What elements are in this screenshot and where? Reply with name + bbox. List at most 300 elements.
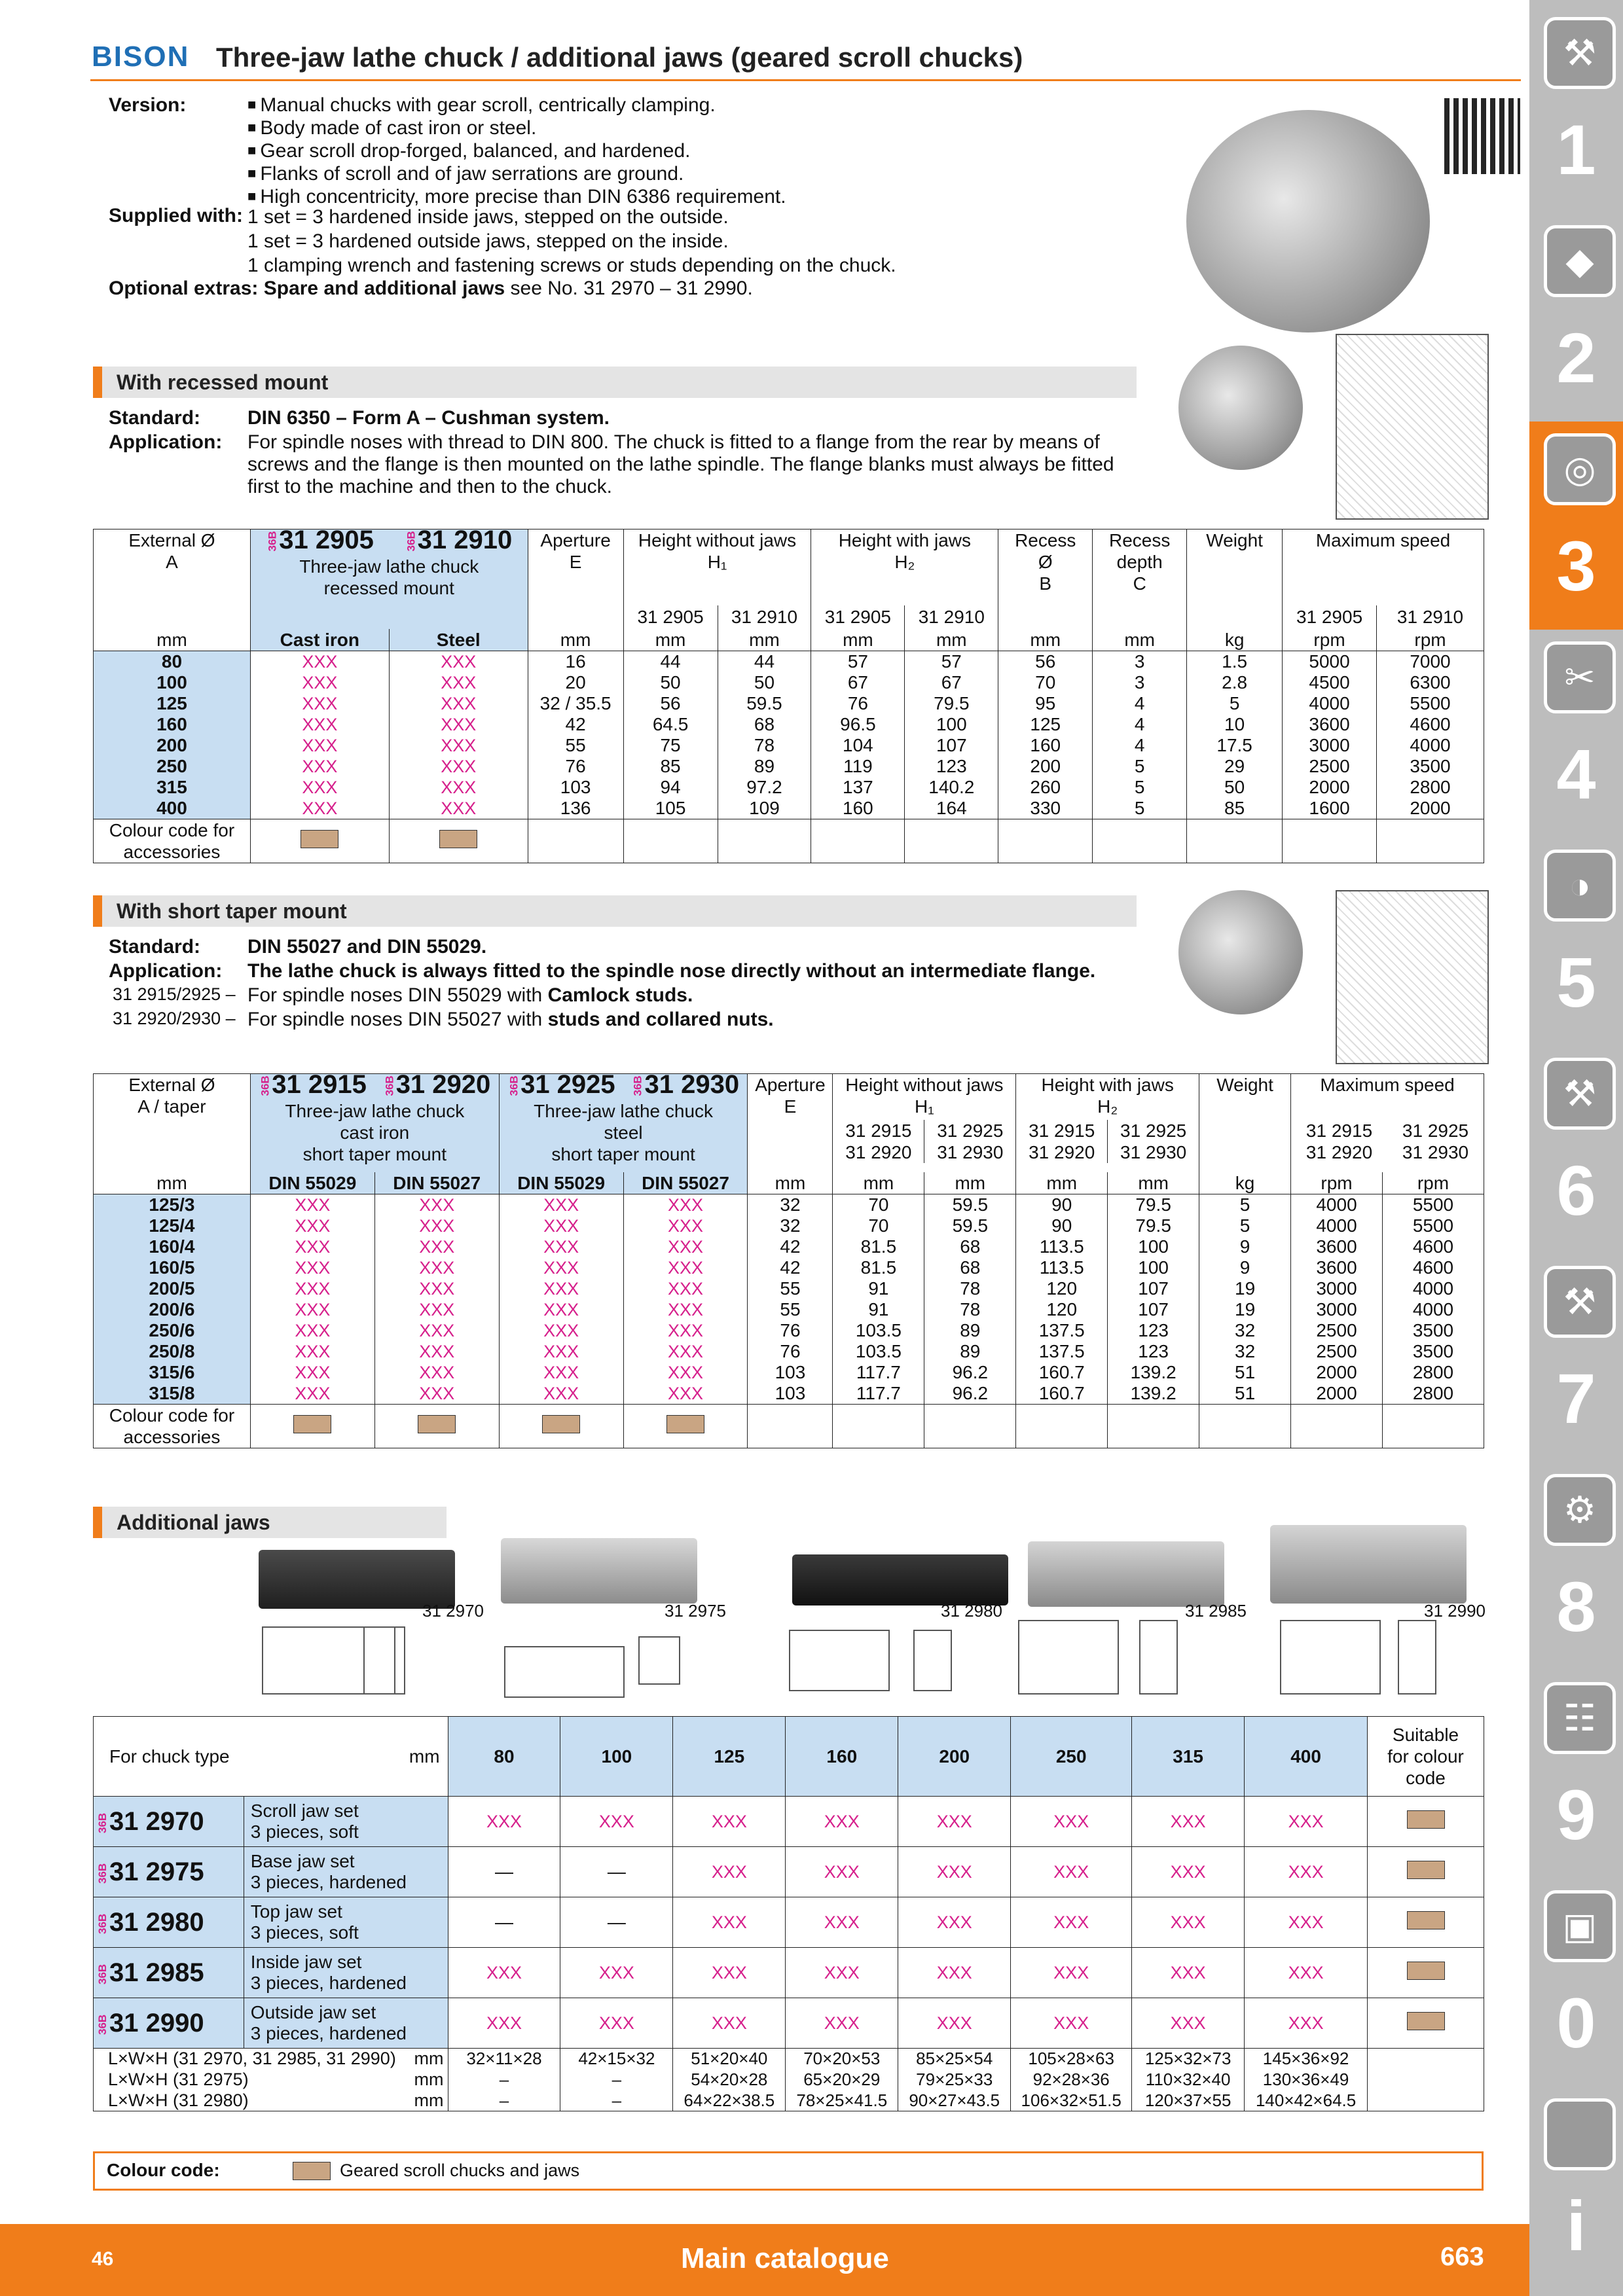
version-list xyxy=(247,94,786,209)
table-cell: 4600 xyxy=(1377,714,1484,735)
recessed-drawing xyxy=(1336,334,1489,520)
taper-table xyxy=(93,1070,1484,1448)
table-cell: 10 xyxy=(1187,714,1283,735)
chapter-icon: ◑ xyxy=(1544,850,1616,922)
table-cell: 4 xyxy=(1093,693,1187,714)
chapter-tab-8[interactable] xyxy=(1529,1462,1623,1670)
chapter-icon: ⚒ xyxy=(1544,1266,1616,1338)
table-cell: XXX xyxy=(560,1797,673,1847)
table-cell: 2500 xyxy=(1283,756,1377,777)
table-cell: 85 xyxy=(1187,798,1283,819)
table-cell: XXX xyxy=(374,1215,499,1236)
table-cell: 92×28×36 xyxy=(1011,2070,1132,2090)
table-cell: XXX xyxy=(250,1236,374,1257)
section-bar-recessed xyxy=(93,367,1137,398)
table-header: For chuck type mm 80 100 125 160 200 250 315 400 Suitable for colour code xyxy=(94,1717,1484,1797)
table-cell: 59.5 xyxy=(924,1215,1016,1236)
table-cell: XXX xyxy=(623,1362,748,1383)
table-row xyxy=(94,672,1484,693)
size-cell: 160/5 xyxy=(94,1257,251,1278)
table-cell: 57 xyxy=(811,651,905,673)
jaw-code: 31 2985 xyxy=(109,1958,204,1987)
jaw-label: 31 2990 xyxy=(1424,1601,1486,1621)
table-cell: 17.5 xyxy=(1187,735,1283,756)
table-cell: 2500 xyxy=(1291,1320,1383,1341)
colour-swatch xyxy=(418,1415,456,1433)
table-cell: XXX xyxy=(623,1341,748,1362)
table-row xyxy=(94,1341,1484,1362)
table-cell: 100 xyxy=(1108,1257,1199,1278)
size-cell: 315/6 xyxy=(94,1362,251,1383)
table-cell: 42 xyxy=(748,1236,833,1257)
units-row: mm Cast iron Steel mm mm mm mm mm mm mm kg rpm rpm xyxy=(94,629,1484,651)
table-row xyxy=(94,1797,1484,1847)
table-cell: 68 xyxy=(924,1236,1016,1257)
table-cell: 94 xyxy=(623,777,718,798)
table-cell: XXX xyxy=(389,651,528,673)
table-cell: 120 xyxy=(1016,1278,1108,1299)
table-cell: 68 xyxy=(718,714,811,735)
table-cell: 51×20×40 xyxy=(673,2049,786,2070)
section-bar-taper xyxy=(93,895,1137,927)
code-prefix: 36B xyxy=(96,1913,109,1934)
table-cell: XXX xyxy=(250,756,389,777)
table-cell: 67 xyxy=(905,672,998,693)
table-cell: 42 xyxy=(528,714,623,735)
jaw-label: 31 2970 xyxy=(422,1601,484,1621)
size-cell: 160/4 xyxy=(94,1236,251,1257)
table-row xyxy=(94,1847,1484,1897)
table-cell: 96.5 xyxy=(811,714,905,735)
table-cell: XXX xyxy=(1132,1948,1245,1998)
colour-cell xyxy=(1368,1948,1484,1998)
table-cell: 32 xyxy=(748,1215,833,1236)
jaw-image-2975 xyxy=(501,1538,697,1604)
jaw-label: 31 2980 xyxy=(941,1601,1002,1621)
table-cell: 1.5 xyxy=(1187,651,1283,673)
colour-code-row: Colour code for accessories xyxy=(94,819,1484,863)
header-speed: Maximum speed xyxy=(1283,529,1484,605)
table-cell: 3 xyxy=(1093,651,1187,673)
table-cell: XXX xyxy=(250,651,389,673)
table-cell: 107 xyxy=(1108,1278,1199,1299)
table-cell: XXX xyxy=(623,1257,748,1278)
table-cell: 44 xyxy=(623,651,718,673)
table-cell: 32 xyxy=(1199,1320,1291,1341)
table-cell: 79.5 xyxy=(905,693,998,714)
table-row xyxy=(94,735,1484,756)
jaw-drawing xyxy=(1139,1620,1178,1695)
table-cell: XXX xyxy=(1132,1998,1245,2049)
table-cell: 78 xyxy=(924,1299,1016,1320)
table-cell: 103 xyxy=(748,1383,833,1405)
colour-swatch xyxy=(1407,1911,1445,1929)
application-line: first to the machine and then to the chuck. xyxy=(247,476,612,497)
table-cell: XXX xyxy=(499,1236,623,1257)
optional-extras xyxy=(109,278,753,300)
table-row xyxy=(94,651,1484,673)
jaw-desc: Base jaw set xyxy=(250,1851,355,1871)
taper-drawing xyxy=(1336,890,1489,1064)
table-cell: XXX xyxy=(389,798,528,819)
table-cell: 2000 xyxy=(1377,798,1484,819)
header-aperture: Aperture E xyxy=(528,529,623,629)
table-cell: 4000 xyxy=(1291,1215,1383,1236)
table-cell: 107 xyxy=(905,735,998,756)
table-cell: XXX xyxy=(499,1257,623,1278)
table-cell: 4600 xyxy=(1382,1257,1484,1278)
version-item: ■ Manual chucks with gear scroll, centrically clamping. xyxy=(247,94,786,117)
chapter-tab-1[interactable] xyxy=(1529,5,1623,213)
taper-line-code: 31 2920/2930 – xyxy=(113,1009,236,1028)
table-row xyxy=(94,714,1484,735)
chapter-tab-2[interactable] xyxy=(1529,213,1623,422)
table-cell: 330 xyxy=(998,798,1093,819)
table-cell: 29 xyxy=(1187,756,1283,777)
table-cell: XXX xyxy=(389,756,528,777)
table-cell: 78 xyxy=(924,1278,1016,1299)
chapter-number: i xyxy=(1566,2186,1586,2265)
table-cell: XXX xyxy=(1245,1998,1368,2049)
table-cell: — xyxy=(560,1847,673,1897)
table-cell: XXX xyxy=(786,1897,898,1948)
table-cell: 5000 xyxy=(1283,651,1377,673)
table-cell: 50 xyxy=(623,672,718,693)
table-cell: XXX xyxy=(623,1278,748,1299)
table-cell: 59.5 xyxy=(718,693,811,714)
recessed-application xyxy=(247,431,1114,498)
header-steel: 36B31 2925 36B31 2930 Three-jaw lathe chuck steel short taper mount xyxy=(499,1074,748,1172)
recessed-standard-label: Standard: xyxy=(109,407,201,429)
table-cell: 123 xyxy=(1108,1341,1199,1362)
footer-page-left: 46 xyxy=(92,2248,114,2270)
table-cell: 4000 xyxy=(1283,693,1377,714)
table-cell: 100 xyxy=(905,714,998,735)
table-cell: XXX xyxy=(250,714,389,735)
chapter-tab-4[interactable] xyxy=(1529,630,1623,838)
chapter-number: 5 xyxy=(1556,942,1596,1022)
chapter-icon: ✂ xyxy=(1544,641,1616,713)
jaw-desc-cell xyxy=(244,1797,448,1847)
table-cell: 117.7 xyxy=(833,1362,924,1383)
dim-text: L×W×H (31 2975) xyxy=(108,2070,249,2089)
table-cell: XXX xyxy=(374,1236,499,1257)
size-cell: 200 xyxy=(94,735,251,756)
table-cell: 160 xyxy=(811,798,905,819)
table-cell: 96.2 xyxy=(924,1383,1016,1405)
table-cell: 113.5 xyxy=(1016,1257,1108,1278)
chapter-tab-0[interactable] xyxy=(1529,1878,1623,2087)
chapter-tab-3[interactable] xyxy=(1529,422,1623,630)
table-cell: XXX xyxy=(1132,1897,1245,1948)
table-cell: XXX xyxy=(673,1948,786,1998)
table-cell: 85×25×54 xyxy=(898,2049,1011,2070)
table-cell: 59.5 xyxy=(924,1194,1016,1216)
jaw-desc-cell xyxy=(244,1897,448,1948)
size-cell: 200/6 xyxy=(94,1299,251,1320)
table-cell: 120 xyxy=(1016,1299,1108,1320)
supplied-item: 1 set = 3 hardened outside jaws, stepped on the inside. xyxy=(247,230,729,252)
table-cell: 160.7 xyxy=(1016,1383,1108,1405)
table-cell: XXX xyxy=(374,1341,499,1362)
chapter-tab-i[interactable] xyxy=(1529,2087,1623,2295)
table-cell: 2.8 xyxy=(1187,672,1283,693)
jaw-desc: 3 pieces, hardened xyxy=(250,2023,407,2043)
chapter-icon: ◆ xyxy=(1544,225,1616,297)
colour-cell xyxy=(1368,1847,1484,1897)
table-cell: XXX xyxy=(250,672,389,693)
size-cell: 400 xyxy=(94,798,251,819)
table-cell: 19 xyxy=(1199,1299,1291,1320)
chapter-icon: ▣ xyxy=(1544,1890,1616,1962)
jaw-image-2980 xyxy=(792,1554,1008,1605)
table-cell: 5500 xyxy=(1377,693,1484,714)
table-cell: 5 xyxy=(1187,693,1283,714)
table-cell: 119 xyxy=(811,756,905,777)
colour-cell xyxy=(1368,1797,1484,1847)
table-cell: 79.5 xyxy=(1108,1215,1199,1236)
table-cell: XXX xyxy=(898,1797,1011,1847)
chapter-number: 1 xyxy=(1556,110,1596,189)
jaw-code: 31 2980 xyxy=(109,1907,204,1937)
table-cell: 55 xyxy=(748,1278,833,1299)
header-depth: Recess depth C xyxy=(1093,529,1187,629)
table-cell: XXX xyxy=(1011,1998,1132,2049)
table-cell: 3000 xyxy=(1283,735,1377,756)
dimension-label xyxy=(94,2049,448,2070)
table-cell: XXX xyxy=(560,1948,673,1998)
table-cell: XXX xyxy=(1245,1948,1368,1998)
jaw-desc-cell xyxy=(244,1998,448,2049)
table-cell: 113.5 xyxy=(1016,1236,1108,1257)
table-cell: 106×32×51.5 xyxy=(1011,2090,1132,2111)
section-tab xyxy=(93,367,102,398)
table-cell: 70 xyxy=(998,672,1093,693)
table-cell: XXX xyxy=(250,1320,374,1341)
section-tab xyxy=(93,895,102,927)
table-cell: 54×20×28 xyxy=(673,2070,786,2090)
table-cell: 51 xyxy=(1199,1362,1291,1383)
table-cell: 3000 xyxy=(1291,1278,1383,1299)
dimension-row xyxy=(94,2070,1484,2090)
table-cell: 5500 xyxy=(1382,1194,1484,1216)
table-cell: 110×32×40 xyxy=(1132,2070,1245,2090)
table-cell: XXX xyxy=(499,1341,623,1362)
table-cell: 55 xyxy=(528,735,623,756)
table-cell: XXX xyxy=(374,1383,499,1405)
table-row xyxy=(94,1998,1484,2049)
table-cell: 5 xyxy=(1093,756,1187,777)
colour-swatch xyxy=(1407,2012,1445,2030)
optional-bold: Spare and additional jaws xyxy=(263,278,505,299)
table-cell: XXX xyxy=(250,735,389,756)
table-cell: XXX xyxy=(250,1362,374,1383)
table-cell: 89 xyxy=(924,1341,1016,1362)
size-cell: 250 xyxy=(94,756,251,777)
table-cell: 107 xyxy=(1108,1299,1199,1320)
jaw-code: 31 2970 xyxy=(109,1806,204,1836)
section-title-recessed: With recessed mount xyxy=(117,370,329,394)
table-row xyxy=(94,1299,1484,1320)
table-cell: XXX xyxy=(250,1383,374,1405)
table-cell: 50 xyxy=(1187,777,1283,798)
chapter-number: 4 xyxy=(1556,734,1596,814)
chapter-tab-5[interactable] xyxy=(1529,838,1623,1046)
table-cell: XXX xyxy=(673,1998,786,2049)
chapter-number: 3 xyxy=(1556,526,1596,605)
table-cell: 70 xyxy=(833,1215,924,1236)
dimension-rows xyxy=(94,2049,1484,2111)
recessed-chuck-photo xyxy=(1178,346,1303,470)
colour-legend xyxy=(93,2151,1484,2191)
size-cell: 250/6 xyxy=(94,1320,251,1341)
table-cell: 19 xyxy=(1199,1278,1291,1299)
table-cell: 16 xyxy=(528,651,623,673)
header-recess: Recess Ø B xyxy=(998,529,1093,629)
table-row xyxy=(94,1948,1484,1998)
legend-label: Colour code: xyxy=(107,2160,220,2180)
taper-line: For spindle noses DIN 55029 with Camlock studs. xyxy=(247,984,693,1006)
footer-title: Main catalogue xyxy=(681,2242,889,2274)
table-cell: 70×20×53 xyxy=(786,2049,898,2070)
size-cell: 315/8 xyxy=(94,1383,251,1405)
table-cell: 120×37×55 xyxy=(1132,2090,1245,2111)
table-cell: 100 xyxy=(1108,1236,1199,1257)
table-cell: XXX xyxy=(786,1797,898,1847)
units-row: mm DIN 55029 DIN 55027 DIN 55029 DIN 55027 mm mm mm mm mm kg rpm rpm xyxy=(94,1172,1484,1194)
jaw-drawing xyxy=(1398,1620,1436,1695)
jaw-code-cell xyxy=(94,1948,244,1998)
brand-logo: BISON xyxy=(92,41,190,73)
table-cell: 42 xyxy=(748,1257,833,1278)
jaw-desc: Top jaw set xyxy=(250,1901,342,1922)
table-cell: XXX xyxy=(499,1383,623,1405)
table-cell: XXX xyxy=(786,1948,898,1998)
jaw-drawing xyxy=(638,1636,680,1685)
header-height-without: Height without jaws H₁ xyxy=(623,529,811,605)
table-cell: XXX xyxy=(250,1278,374,1299)
table-cell: 56 xyxy=(623,693,718,714)
table-cell: 123 xyxy=(1108,1320,1199,1341)
colour-code-row: Colour code for accessories xyxy=(94,1405,1484,1448)
table-cell xyxy=(1368,2070,1484,2090)
table-cell: 65×20×29 xyxy=(786,2070,898,2090)
table-cell: XXX xyxy=(898,1847,1011,1897)
recessed-table: External Ø A 36B31 2905 36B31 2910 Three-jaw lathe chuck recessed mount Aperture E Height without jaws H₁ Height with jaws H₂ Recess Ø B Recess depth C Weight Maximum speed 31 2905 31 2910 31 2905 31 2910 31 2905 31 2910 mm Cast iron Steel mm mm mm mm mm mm mm kg rpm rpm 80 XXX XXX 16 44 44 57 57 56 3 1.5 5000 7000 100 XXX XXX 20 50 50 67 67 70 3 2.8 4500 6300 125 XXX XXX 32 / 35.5 56 59.5 76 79.5 95 4 5 4000 5500 160 XXX XXX 42 64.5 68 96.5 100 125 4 10 3600 4600 200 XXX XXX 55 75 78 104 107 160 4 17.5 3000 4000 250 XXX XXX 76 85 89 119 123 200 5 29 2500 3500 315 XXX XXX 103 94 97.2 137 140.2 260 5 50 2000 2800 400 XXX XXX 136 105 109 160 164 330 5 85 1600 2000 Colour code for accessories xyxy=(93,529,1484,863)
table-cell: 2500 xyxy=(1291,1341,1383,1362)
jaw-drawing xyxy=(1018,1620,1119,1695)
table-cell: 6300 xyxy=(1377,672,1484,693)
table-cell: 104 xyxy=(811,735,905,756)
version-item: ■ Gear scroll drop-forged, balanced, and hardened. xyxy=(247,140,786,163)
jaws-table xyxy=(93,1716,1484,2111)
chapter-tab-7[interactable] xyxy=(1529,1254,1623,1462)
table-cell: — xyxy=(448,1847,560,1897)
colour-swatch xyxy=(301,830,338,848)
table-cell: 90 xyxy=(1016,1215,1108,1236)
table-cell: XXX xyxy=(623,1215,748,1236)
chapter-tab-9[interactable] xyxy=(1529,1670,1623,1878)
table-cell: XXX xyxy=(448,1948,560,1998)
table-cell: XXX xyxy=(499,1278,623,1299)
table-cell: 139.2 xyxy=(1108,1362,1199,1383)
table-cell: 44 xyxy=(718,651,811,673)
table-cell: 81.5 xyxy=(833,1236,924,1257)
table-cell: 42×15×32 xyxy=(560,2049,673,2070)
table-cell: XXX xyxy=(250,1299,374,1320)
jaw-desc: Outside jaw set xyxy=(250,2002,376,2022)
table-cell: 79.5 xyxy=(1108,1194,1199,1216)
table-cell: 137 xyxy=(811,777,905,798)
table-cell: XXX xyxy=(1011,1897,1132,1948)
jaw-code-cell xyxy=(94,1847,244,1897)
taper-line: For spindle noses DIN 55027 with studs and collared nuts. xyxy=(247,1009,774,1030)
jaw-code-cell xyxy=(94,1998,244,2049)
table-cell: 64.5 xyxy=(623,714,718,735)
table-cell: XXX xyxy=(898,1948,1011,1998)
dimension-label xyxy=(94,2070,448,2090)
table-cell: 4000 xyxy=(1377,735,1484,756)
colour-swatch xyxy=(1407,1962,1445,1980)
footer-page-right: 663 xyxy=(1440,2242,1484,2271)
jaw-code-cell xyxy=(94,1897,244,1948)
optional-rest: see No. 31 2970 – 31 2990. xyxy=(505,278,753,299)
taper-standard-label: Standard: xyxy=(109,936,201,958)
chapter-number: 6 xyxy=(1556,1151,1596,1230)
table-cell: 76 xyxy=(528,756,623,777)
table-cell: 2000 xyxy=(1291,1383,1383,1405)
table-cell: XXX xyxy=(374,1257,499,1278)
table-cell: XXX xyxy=(898,1897,1011,1948)
title-rule xyxy=(90,79,1521,81)
table-cell: – xyxy=(560,2070,673,2090)
table-cell: XXX xyxy=(499,1320,623,1341)
table-cell: 2000 xyxy=(1283,777,1377,798)
table-cell: 2800 xyxy=(1377,777,1484,798)
optional-label: Optional extras: xyxy=(109,278,259,299)
chapter-tab-6[interactable] xyxy=(1529,1046,1623,1254)
table-cell: 20 xyxy=(528,672,623,693)
table-cell: 103.5 xyxy=(833,1341,924,1362)
jaw-code: 31 2990 xyxy=(109,2008,204,2037)
table-cell: 85 xyxy=(623,756,718,777)
table-cell: 5 xyxy=(1093,798,1187,819)
table-cell: 89 xyxy=(718,756,811,777)
table-cell: 160.7 xyxy=(1016,1362,1108,1383)
table-row xyxy=(94,1257,1484,1278)
size-cell: 250/8 xyxy=(94,1341,251,1362)
dim-text: L×W×H (31 2980) xyxy=(108,2090,249,2110)
table-cell: 105×28×63 xyxy=(1011,2049,1132,2070)
table-row xyxy=(94,693,1484,714)
version-item: ■ Body made of cast iron or steel. xyxy=(247,117,786,140)
table-cell: XXX xyxy=(250,1215,374,1236)
table-cell: 5 xyxy=(1199,1194,1291,1216)
table-cell: 75 xyxy=(623,735,718,756)
table-cell: 90×27×43.5 xyxy=(898,2090,1011,2111)
dim-text: L×W×H (31 2970, 31 2985, 31 2990) xyxy=(108,2049,396,2069)
code-31-2905: 31 2905 xyxy=(279,526,374,554)
table-cell: 78 xyxy=(718,735,811,756)
version-item: ■ High concentricity, more precise than DIN 6386 requirement. xyxy=(247,186,786,209)
size-cell: 125/4 xyxy=(94,1215,251,1236)
jaw-desc: 3 pieces, soft xyxy=(250,1821,359,1842)
table-cell: XXX xyxy=(898,1998,1011,2049)
supplied-item: 1 clamping wrench and fastening screws or studs depending on the chuck. xyxy=(247,255,896,276)
table-row xyxy=(94,756,1484,777)
code-prefix: 36B xyxy=(96,1812,109,1833)
table-cell: 103.5 xyxy=(833,1320,924,1341)
